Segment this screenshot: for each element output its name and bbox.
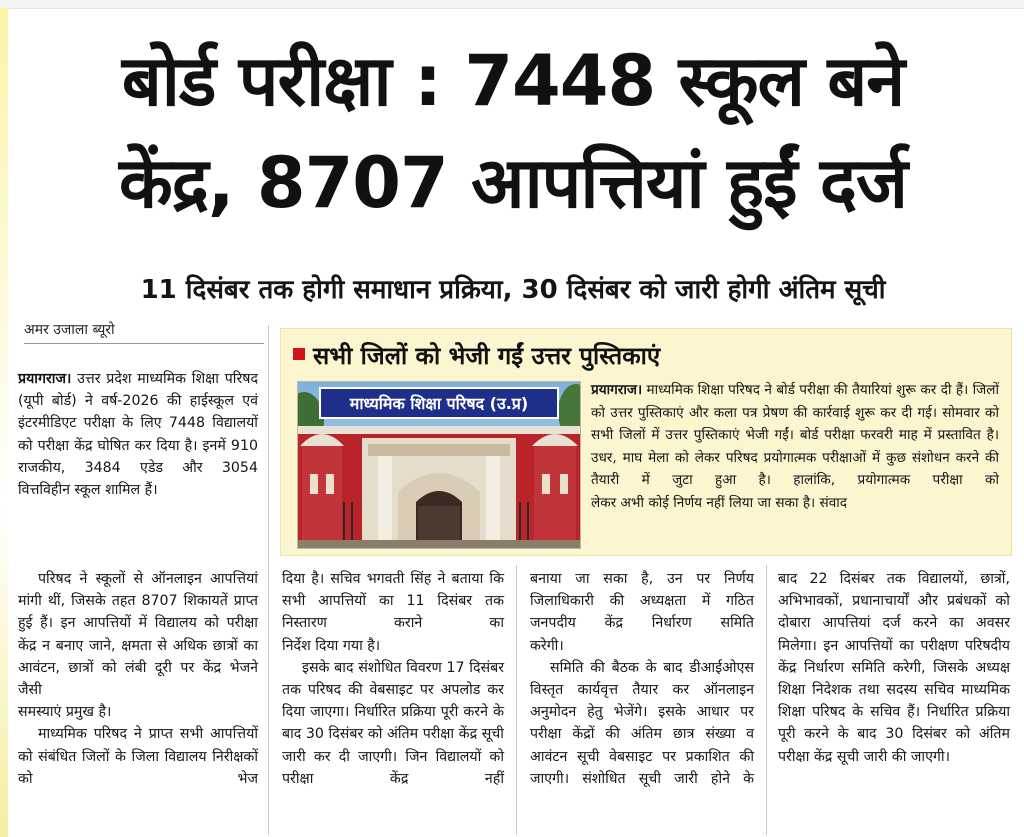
sidebar-title-text: सभी जिलों को भेजी गईं उत्तर पुस्तिकाएं — [313, 342, 661, 370]
article-paragraph-2-end: समस्याएं प्रमुख है। — [18, 704, 112, 721]
article-column-3 — [530, 568, 754, 790]
sidebar-text — [591, 379, 999, 515]
sidebar-title — [293, 339, 660, 372]
photo-signboard-text: माध्यमिक शिक्षा परिषद (उ.प्र) — [349, 394, 529, 413]
headline-line-1: बोर्ड परीक्षा : 7448 स्कूल बने — [121, 40, 905, 122]
red-square-icon — [293, 348, 305, 360]
article-paragraph: दिया है। सचिव भगवती सिंह ने बताया कि सभी आपत्तियों का 11 दिसंबर तक निस्तारण कराने का — [282, 571, 504, 632]
subheadline: 11 दिसंबर तक होगी समाधान प्रक्रिया, 30 दिसंबर को जारी होगी अंतिम सूची — [140, 275, 886, 305]
article-paragraph-1-end: वित्तविहीन स्कूल शामिल हैं। — [18, 482, 158, 499]
article-paragraph: समिति की बैठक के बाद डीआईओएस विस्तृत कार्यवृत्त तैयार कर ऑनलाइन अनुमोदन हेतु भेजेंगे। इसके आधार पर परीक्षा केंद्रों की अंतिम छात्र संख्या व आवंटन सूची वेबसाइट पर प्रकाशित की जाएगी। संशोधित सूची जारी होने के — [530, 659, 754, 787]
sidebar-paragraph — [591, 379, 999, 492]
article-paragraph: बनाया जा सका है, उन पर निर्णय जिलाधिकारी की अध्यक्षता में गठित जनपदीय केंद्र निर्धारण समिति — [530, 571, 754, 632]
sidebar-paragraph-end: लेकर अभी कोई निर्णय नहीं लिया जा सका है। संवाद — [591, 494, 848, 511]
article-paragraph-1 — [18, 368, 258, 479]
article-column-1 — [18, 568, 258, 790]
dateline: प्रयागराज। — [18, 371, 72, 387]
article-paragraph: बाद 22 दिसंबर तक विद्यालयों, छात्रों, अभिभावकों, प्रधानाचार्यों और प्रबंधकों को दोबारा आपत्तियां दर्ज करने का अवसर मिलेगा। इन आपत्तियों का परीक्षण परिषदीय केंद्र निर्धारण समिति करेगी, जिसके अध्यक्ष शिक्षा निदेशक तथा सदस्य सचिव माध्यमिक शिक्षा परिषद के सचिव हैं। निर्धारित प्रक्रिया पूरी करने के बाद 30 दिसंबर को अंतिम — [778, 571, 1010, 743]
article-intro — [18, 368, 258, 501]
column-rule — [766, 565, 767, 835]
left-edge-strip — [0, 8, 8, 837]
article-text: उत्तर प्रदेश माध्यमिक शिक्षा परिषद (यूपी बोर्ड) ने वर्ष-2026 की हाईस्कूल एवं इंटरमीडिएट परीक्षा के लिए 7448 विद्यालयों को परीक्षा केंद्र घोषित कर दिया है। इनमें 910 राजकीय, 3484 एडेड और 3054 — [18, 371, 259, 476]
sidebar-box — [280, 328, 1012, 556]
headline — [18, 30, 1008, 234]
article-paragraph-3: माध्यमिक परिषद ने प्राप्त सभी आपत्तियों को संबंधित जिलों के जिला विद्यालय निरीक्षकों को भेज — [18, 726, 258, 787]
sidebar-dateline: प्रयागराज। — [591, 382, 643, 398]
article-column-4 — [778, 568, 1010, 768]
article-paragraph-2: परिषद ने स्कूलों से ऑनलाइन आपत्तियां मांगी थीं, जिसके तहत 8707 शिकायतें प्राप्त हुई हैं। इन आपत्तियों में विद्यालय को परीक्षा केंद्र न बनाए जाने, क्षमता से अधिक छात्रों का आवंटन, छात्रों को लंबी दूरी पर केंद्र भेजने जैसी — [18, 571, 258, 699]
building-photo — [297, 381, 581, 549]
sidebar-body: माध्यमिक शिक्षा परिषद ने बोर्ड परीक्षा की तैयारियां शुरू कर दी हैं। जिलों को उत्तर पुस्तिकाएं और कला पत्र प्रेषण की कार्रवाई शुरू कर दी गई। सोमवार को सभी जिलों में उत्तर पुस्तिकाएं भेजी गईं। बोर्ड परीक्षा फरवरी माह में प्रस्तावित है। उधर, माघ मेला को लेकर परिषद प्रयोगात्मक परीक्षाओं में कुछ संशोधन करने की तैयारी में जुटा हुआ है। हालांकि, प्रयोगात्मक परीक्षा को — [591, 382, 999, 489]
article-paragraph-end: परीक्षा केंद्र सूची जारी की जाएगी। — [778, 748, 950, 765]
top-edge — [0, 0, 1024, 9]
article-paragraph-end: निर्देश दिया गया है। — [282, 637, 381, 654]
column-rule — [268, 325, 269, 835]
headline-line-2: केंद्र, 8707 आपत्तियां हुईं दर्ज — [118, 142, 907, 224]
byline: अमर उजाला ब्यूरो — [24, 320, 264, 344]
article-paragraph: इसके बाद संशोधित विवरण 17 दिसंबर तक परिषद की वेबसाइट पर अपलोड कर दिया जाएगा। निर्धारित प्रक्रिया पूरी करने के बाद 30 दिसंबर को अंतिम परीक्षा केंद्र सूची जारी कर दी जाएगी। जिन विद्यालयों को परीक्षा केंद्र नहीं — [282, 659, 504, 787]
column-rule — [516, 565, 517, 835]
article-paragraph-end: करेगी। — [530, 637, 564, 654]
article-column-2 — [282, 568, 504, 790]
